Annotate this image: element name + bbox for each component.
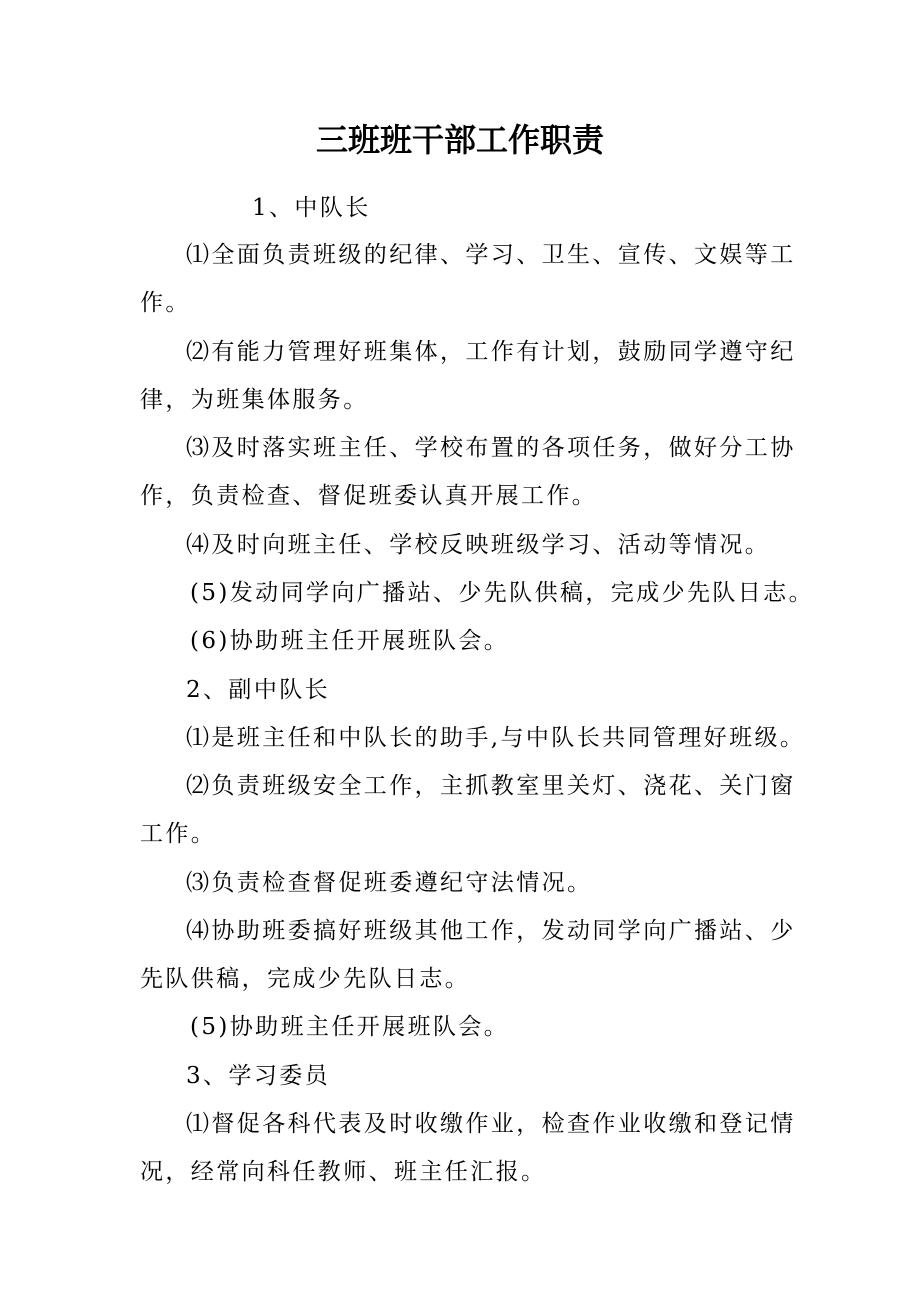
paragraph-line: ⑶及时落实班主任、学校布置的各项任务，做好分工协 — [186, 435, 796, 461]
document-title: 三班班干部工作职责 — [315, 121, 604, 159]
paragraph-line: 作，负责检查、督促班委认真开展工作。 — [140, 483, 598, 509]
paragraph-line: ⑵负责班级安全工作，主抓教室里关灯、浇花、关门窗 — [186, 773, 796, 799]
paragraph-line: ⑴是班主任和中队长的助手,与中队长共同管理好班级。 — [186, 725, 806, 751]
paragraph-line: (5)发动同学向广播站、少先队供稿，完成少先队日志。 — [190, 580, 814, 606]
section-heading-3: 3、学习委员 — [186, 1063, 331, 1089]
paragraph-line: 先队供稿，完成少先队日志。 — [140, 966, 471, 992]
paragraph-line: ⑵有能力管理好班集体，工作有计划，鼓励同学遵守纪 — [186, 339, 796, 365]
section-heading-1: 1、中队长 — [252, 195, 371, 221]
paragraph-line: ⑶负责检查督促班委遵纪守法情况。 — [186, 870, 593, 896]
paragraph-line: ⑴全面负责班级的纪律、学习、卫生、宣传、文娱等工 — [186, 242, 796, 268]
paragraph-line: 作。 — [140, 290, 191, 316]
paragraph-line: (6)协助班主任开展班队会。 — [190, 628, 510, 654]
section-heading-2: 2、副中队长 — [186, 677, 331, 703]
paragraph-line: ⑴督促各科代表及时收缴作业，检查作业收缴和登记情 — [186, 1111, 796, 1137]
paragraph-line: 工作。 — [140, 821, 217, 847]
paragraph-line: ⑷及时向班主任、学校反映班级学习、活动等情况。 — [186, 532, 771, 558]
paragraph-line: 况，经常向科任教师、班主任汇报。 — [140, 1159, 547, 1185]
paragraph-line: ⑷协助班委搞好班级其他工作，发动同学向广播站、少 — [186, 918, 796, 944]
paragraph-line: 律，为班集体服务。 — [140, 387, 369, 413]
paragraph-line: (5)协助班主任开展班队会。 — [190, 1014, 510, 1040]
